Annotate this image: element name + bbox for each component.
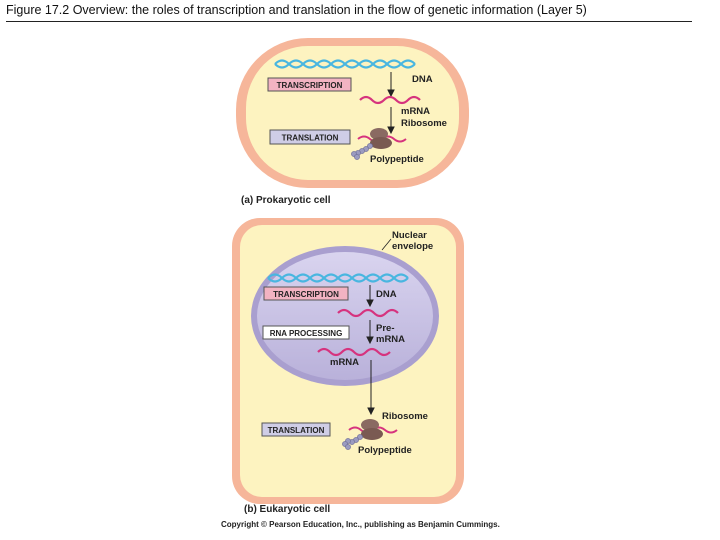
nuclear-envelope-label: Nuclear	[392, 230, 427, 241]
figure-title: Figure 17.2 Overview: the roles of transcription and translation in the flow of genetic information (Layer 5)	[6, 3, 587, 17]
eukaryotic-caption: (b) Eukaryotic cell	[244, 504, 331, 515]
rna-processing-label: RNA PROCESSING	[269, 329, 343, 338]
pre-mrna-label: Pre-	[376, 323, 395, 334]
translation-label-box	[270, 130, 350, 144]
prokaryotic-caption: (a) Prokaryotic cell	[241, 195, 331, 206]
nuclear-envelope-label: envelope	[392, 241, 434, 252]
rna-processing-label-box	[263, 326, 349, 339]
polypeptide-label: Polypeptide	[358, 445, 412, 456]
dna-label: DNA	[412, 74, 433, 85]
dna-label: DNA	[376, 289, 397, 300]
pre-mrna-label: mRNA	[376, 334, 406, 345]
transcription-label: TRANSCRIPTION	[273, 290, 339, 299]
translation-label-box	[262, 423, 330, 436]
ribosome-label: Ribosome	[401, 118, 447, 129]
ribosome-label: Ribosome	[382, 411, 428, 422]
prokaryotic-cell	[236, 38, 469, 188]
eukaryotic-cell	[232, 218, 464, 504]
transcription-label-box	[264, 287, 348, 300]
transcription-label-box	[268, 78, 351, 91]
translation-label: TRANSLATION	[267, 426, 325, 435]
translation-label: TRANSLATION	[281, 133, 339, 143]
polypeptide-label: Polypeptide	[370, 154, 424, 165]
mrna-label: mRNA	[330, 357, 360, 368]
transcription-label: TRANSCRIPTION	[276, 81, 343, 90]
mrna-label: mRNA	[401, 106, 431, 117]
copyright-notice: Copyright © Pearson Education, Inc., publishing as Benjamin Cummings.	[221, 520, 500, 529]
